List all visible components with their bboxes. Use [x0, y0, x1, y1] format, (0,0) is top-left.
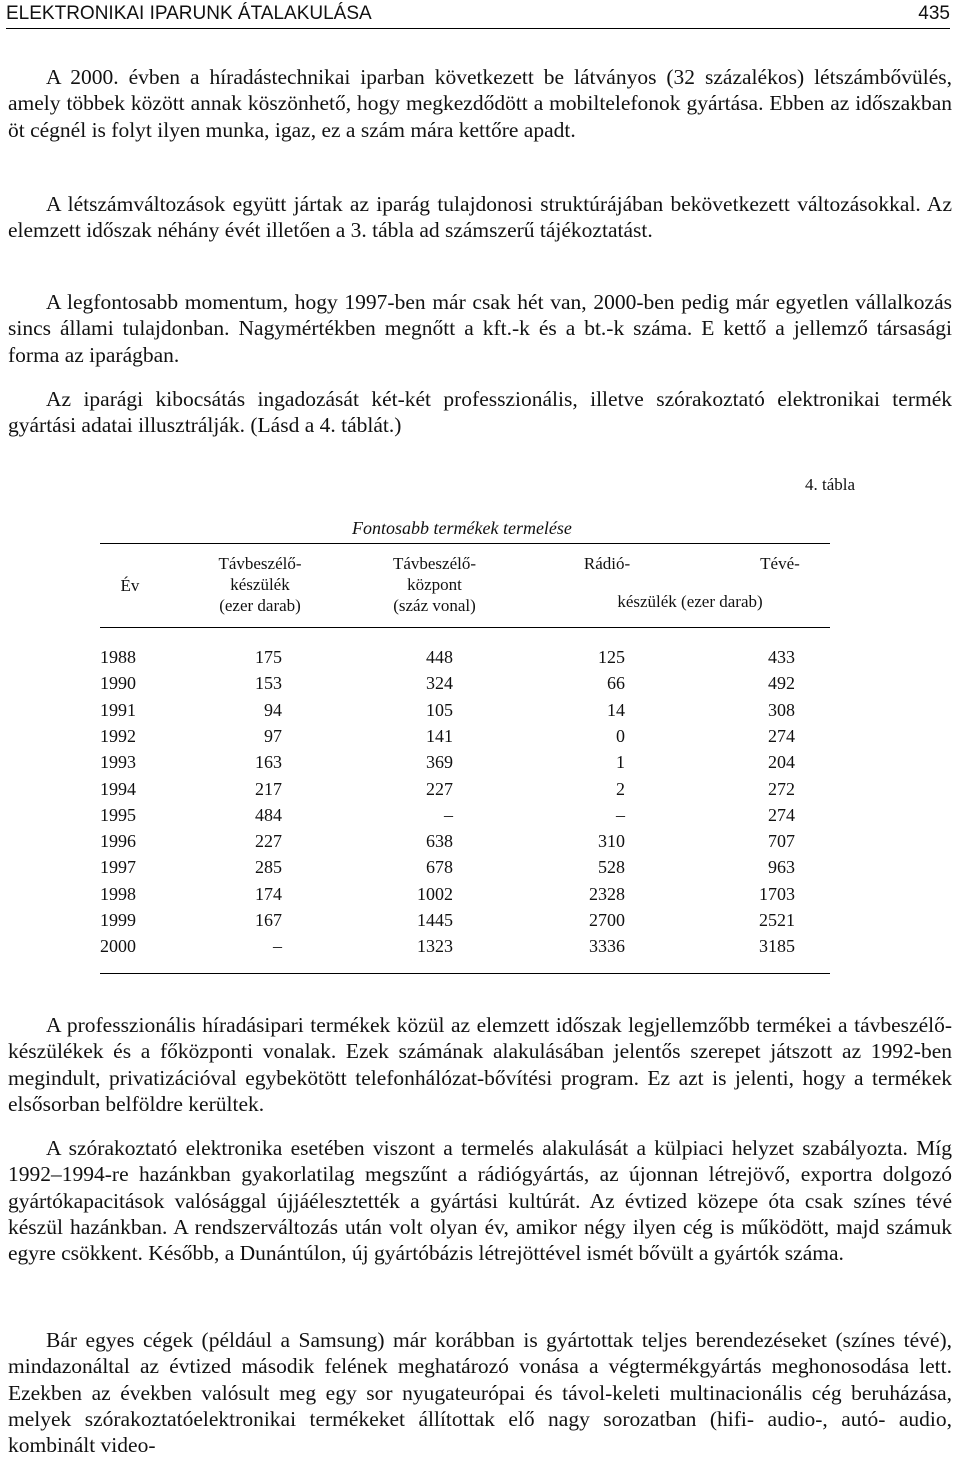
header-tv: Tévé- — [760, 554, 800, 573]
cell-year: 1998 — [100, 883, 136, 904]
cell-tv: 1703 — [759, 883, 795, 904]
cell-telephone: 167 — [255, 910, 282, 930]
cell-radio: 2 — [616, 778, 625, 799]
cell-exchange: 1002 — [417, 883, 453, 904]
cell-exchange: 105 — [426, 699, 453, 720]
cell-exchange: 638 — [426, 831, 453, 852]
cell-exchange: 448 — [426, 647, 453, 667]
cell-tv: 492 — [768, 673, 795, 694]
cell-year: 1995 — [100, 804, 136, 825]
cell-tv: 274 — [768, 804, 795, 825]
header-exchange-line2: központ — [407, 575, 462, 594]
paragraph-state-ownership: A legfontosabb momentum, hogy 1997-ben már csak hét van, 2000-ben pedig már egyetlen vállalkozás sincs állami tulajdonban. Nagymértékben megnőtt a kft.-k és a bt.-k száma. E kettő a jellemző társasági forma az iparágban. — [8, 290, 952, 367]
cell-year: 1988 — [100, 647, 136, 667]
cell-year: 2000 — [100, 936, 136, 957]
cell-tv: 707 — [768, 831, 795, 852]
cell-radio: 2700 — [589, 910, 625, 930]
cell-telephone: 285 — [255, 857, 282, 878]
cell-telephone: 217 — [255, 778, 282, 799]
cell-exchange: – — [444, 804, 453, 825]
cell-radio: 0 — [616, 725, 625, 746]
paragraph-professional: A professzionális híradásipari termékek közül az elemzett időszak legjellemzőbb termékei a távbeszélő-készülékek és a főközponti vonalak. Ezek számának alakulásában jelentős szerepet játszott az 1992-ben megindult, privatizációval egybekötött telefonhálózat-bővítési program. Ez azt is jelenti, hogy a termékek elsősorban belföldre kerültek. — [8, 1013, 952, 1116]
cell-year: 1999 — [100, 910, 136, 930]
header-telephone-line2: készülék — [230, 575, 290, 594]
cell-year: 1990 — [100, 673, 136, 694]
cell-radio: 1 — [616, 752, 625, 773]
cell-telephone: 163 — [255, 752, 282, 773]
cell-exchange: 1445 — [417, 910, 453, 930]
header-year: Év — [120, 576, 140, 595]
cell-exchange: 227 — [426, 778, 453, 799]
header-telephone — [195, 553, 325, 616]
cell-radio: 14 — [607, 699, 625, 720]
header-exchange-line3: (száz vonal) — [393, 596, 476, 615]
cell-tv: 204 — [768, 752, 795, 773]
cell-tv: 2521 — [759, 910, 795, 930]
cell-tv: 274 — [768, 725, 795, 746]
cell-telephone: 227 — [255, 831, 282, 852]
cell-telephone: 175 — [255, 647, 282, 667]
table-top-rule — [100, 543, 830, 544]
table-label: 4. tábla — [805, 475, 856, 494]
cell-year: 1991 — [100, 699, 136, 720]
cell-telephone: 484 — [255, 804, 282, 825]
cell-tv: 308 — [768, 699, 795, 720]
header-telephone-line1: Távbeszélő- — [218, 554, 302, 573]
table-header-rule — [100, 627, 830, 628]
cell-radio: 66 — [607, 673, 625, 694]
cell-radio: – — [616, 804, 625, 825]
cell-telephone: 153 — [255, 673, 282, 694]
paragraph-ownership: A létszámváltozások együtt jártak az iparág tulajdonosi struktúrájában bekövetkezett változásokkal. Az elemzett időszak néhány évét illetően a 3. tábla ad számszerű tájékoztatást. — [8, 192, 952, 243]
cell-radio: 528 — [598, 857, 625, 878]
cell-radio: 310 — [598, 831, 625, 852]
paragraph-output: Az iparági kibocsátás ingadozását két-két professzionális, illetve szórakoztató elektronikai termék gyártási adatai illusztrálják. (Lásd a 4. táblát.) — [8, 387, 952, 438]
cell-telephone: – — [273, 936, 282, 957]
page-number: 435 — [918, 3, 950, 24]
cell-tv: 3185 — [759, 936, 795, 957]
header-exchange — [372, 553, 497, 616]
cell-radio: 125 — [598, 647, 625, 667]
header-telephone-line3: (ezer darab) — [219, 596, 301, 615]
cell-year: 1996 — [100, 831, 136, 852]
cell-year: 1992 — [100, 725, 136, 746]
cell-exchange: 1323 — [417, 936, 453, 957]
cell-radio: 2328 — [589, 883, 625, 904]
cell-exchange: 369 — [426, 752, 453, 773]
cell-tv: 272 — [768, 778, 795, 799]
cell-telephone: 94 — [264, 699, 282, 720]
table-caption: Fontosabb termékek termelése — [352, 518, 572, 538]
paragraph-mobile-phones: A 2000. évben a híradástechnikai iparban következett be látványos (32 százalékos) létszámbővülés, amely többek között annak köszönhető, hogy megkezdődött a mobiltelefonok gyártása. Ebben az időszakban öt cégnél is folyt ilyen munka, igaz, ez a szám mára kettőre apadt. — [8, 65, 952, 142]
paragraph-entertainment: A szórakoztató elektronika esetében viszont a termelés alakulását a külpiaci helyzet szabályozta. Míg 1992–1994-re hazánkban gyakorlatilag megszűnt a rádiógyártás, az újonnan létrejövő, exportra dolgozó gyártókapacitások valósággal újjáélesztették a gyártási kultúrát. Az évtized közepe óta csak színes tévé készül hazánkban. A rendszerváltozás után volt olyan év, amikor négy ilyen cég is működött, majd számuk egyre csökkent. Később, a Dunántúlon, új gyártóbázis létrejöttével ismét bővült a gyártók száma. — [8, 1136, 952, 1266]
cell-year: 1994 — [100, 778, 136, 799]
cell-tv: 433 — [768, 647, 795, 667]
cell-tv: 963 — [768, 857, 795, 878]
running-header — [6, 2, 950, 29]
header-radio: Rádió- — [583, 554, 631, 573]
cell-year: 1993 — [100, 752, 136, 773]
cell-telephone: 174 — [255, 883, 282, 904]
cell-exchange: 141 — [426, 725, 453, 746]
cell-telephone: 97 — [264, 725, 282, 746]
paragraph-final-products: Bár egyes cégek (például a Samsung) már korábban is gyártottak teljes berendezéseket (színes tévé), mindazonáltal az évtized második felének meghatározó vonása a végtermékgyártás meghonosodása lett. Ezekben az években valósult meg egy sor nyugateurópai és távol-keleti multinacionális cég beruházása, melyek szórakoztatóelektronikai termékeket állítottak elő nagy sorozatban (hifi- audio-, autó- audio, kombinált video- — [8, 1328, 952, 1458]
header-device-unit: készülék (ezer darab) — [617, 592, 763, 611]
table-bottom-rule — [100, 973, 830, 974]
header-exchange-line1: Távbeszélő- — [392, 554, 477, 573]
cell-year: 1997 — [100, 857, 136, 878]
cell-radio: 3336 — [589, 936, 625, 957]
running-header-title: ELEKTRONIKAI IPARUNK ÁTALAKULÁSA — [6, 3, 372, 24]
cell-exchange: 678 — [426, 857, 453, 878]
cell-exchange: 324 — [426, 673, 453, 694]
